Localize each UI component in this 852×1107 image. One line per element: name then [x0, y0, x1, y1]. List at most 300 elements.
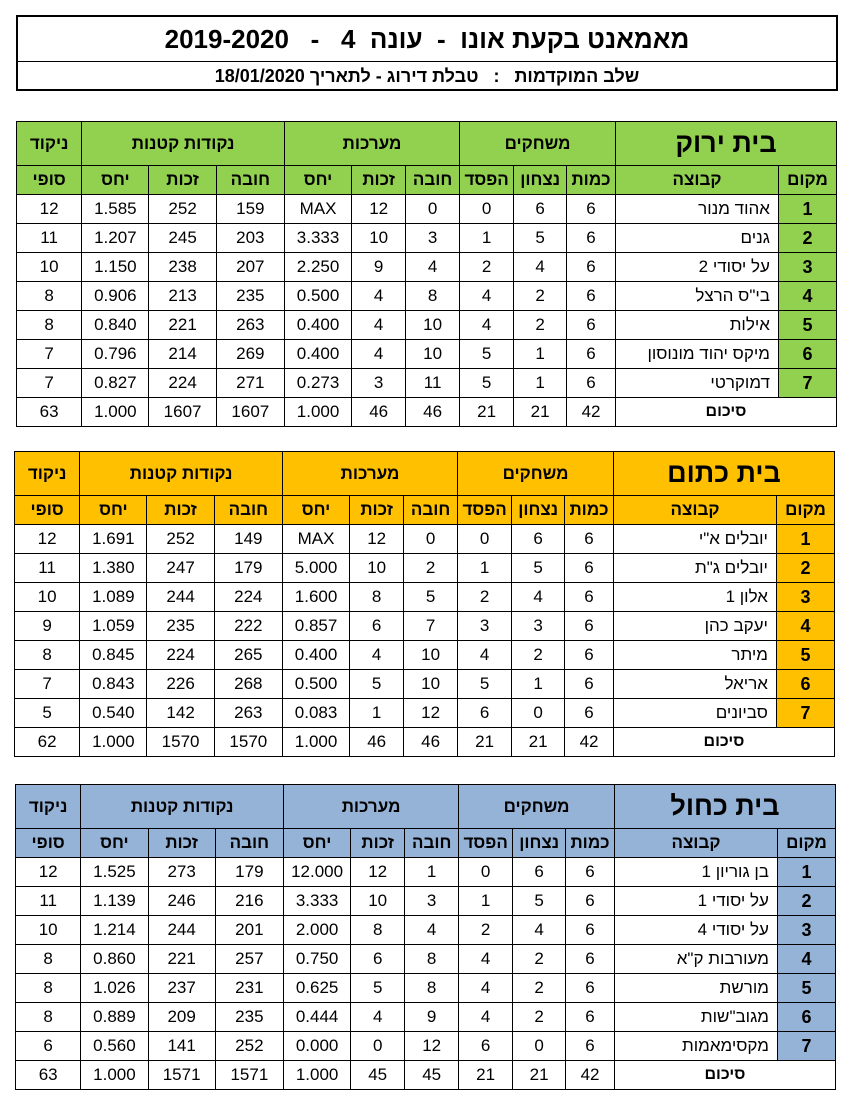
summary-won: 21	[513, 1061, 566, 1090]
cell-won: 2	[513, 1003, 566, 1032]
cell-pts-ratio: 0.796	[82, 340, 149, 369]
cell-pts-ratio: 0.540	[80, 699, 147, 728]
cell-pts-for: 235	[147, 612, 214, 641]
summary-lost: 21	[458, 728, 512, 757]
table-row	[15, 612, 835, 641]
cell-rank: 1	[777, 858, 835, 887]
group-table	[16, 121, 837, 427]
cell-played: 6	[566, 916, 615, 945]
cell-rank: 2	[778, 224, 836, 253]
cell-pts-ratio: 1.089	[80, 583, 147, 612]
cell-sets-ratio: 1.600	[282, 583, 349, 612]
cell-sets-against: 10	[404, 670, 458, 699]
cell-sets-for: 10	[351, 887, 405, 916]
cell-pts-for: 237	[148, 974, 215, 1003]
cell-lost: 0	[458, 525, 512, 554]
cell-won: 6	[512, 525, 565, 554]
cell-pts-for: 244	[147, 583, 214, 612]
cell-sets-against: 12	[404, 699, 458, 728]
summary-played: 42	[565, 728, 614, 757]
cell-sets-ratio: 0.750	[283, 945, 350, 974]
cell-team: על יסודי 4	[614, 916, 777, 945]
cell-sets-ratio: 0.000	[283, 1032, 350, 1061]
score-header: ניקוד	[16, 785, 81, 829]
cell-played: 6	[567, 282, 616, 311]
group-name: בית כתום	[613, 452, 834, 496]
points-for-header: זכות	[148, 829, 215, 858]
table-row	[16, 916, 836, 945]
table-row	[15, 699, 835, 728]
cell-won: 5	[513, 887, 566, 916]
cell-pts-ratio: 1.380	[80, 554, 147, 583]
cell-team: אריאל	[613, 670, 776, 699]
cell-pts-for: 252	[149, 195, 216, 224]
cell-pts-against: 201	[215, 916, 283, 945]
sets-for-header: זכות	[350, 496, 404, 525]
cell-sets-against: 12	[405, 1032, 459, 1061]
cell-score: 10	[15, 583, 80, 612]
cell-sets-for: 6	[350, 612, 404, 641]
cell-sets-for: 12	[352, 195, 406, 224]
cell-won: 4	[514, 253, 567, 282]
cell-played: 6	[567, 253, 616, 282]
summary-row	[15, 728, 835, 757]
summary-sets-against: 45	[405, 1061, 459, 1090]
cell-pts-for: 209	[148, 1003, 215, 1032]
cell-sets-ratio: 0.625	[283, 974, 350, 1003]
cell-sets-for: 3	[352, 369, 406, 398]
cell-played: 6	[565, 612, 614, 641]
cell-pts-for: 273	[148, 858, 215, 887]
group-name: בית כחול	[614, 785, 835, 829]
score-header: ניקוד	[17, 122, 82, 166]
cell-won: 2	[514, 282, 567, 311]
cell-played: 6	[567, 369, 616, 398]
cell-sets-against: 10	[404, 641, 458, 670]
cell-sets-for: 4	[352, 282, 406, 311]
cell-pts-ratio: 1.059	[80, 612, 147, 641]
cell-pts-ratio: 0.906	[82, 282, 149, 311]
cell-pts-against: 252	[215, 1032, 283, 1061]
cell-sets-against: 10	[406, 311, 460, 340]
summary-row	[16, 1061, 836, 1090]
table-row	[17, 369, 837, 398]
cell-lost: 3	[458, 612, 512, 641]
cell-rank: 4	[776, 612, 834, 641]
cell-score: 12	[15, 525, 80, 554]
cell-won: 5	[514, 224, 567, 253]
cell-pts-ratio: 1.525	[81, 858, 148, 887]
cell-lost: 0	[460, 195, 514, 224]
cell-score: 8	[16, 974, 81, 1003]
sets-for-header: זכות	[351, 829, 405, 858]
summary-pts-ratio: 1.000	[80, 728, 147, 757]
cell-team: יעקב כהן	[613, 612, 776, 641]
summary-won: 21	[514, 398, 567, 427]
cell-played: 6	[565, 583, 614, 612]
cell-sets-for: 9	[352, 253, 406, 282]
cell-lost: 2	[460, 253, 514, 282]
played-header: כמות	[567, 166, 616, 195]
cell-lost: 2	[458, 583, 512, 612]
cell-team: אלון 1	[613, 583, 776, 612]
lost-header: הפסד	[460, 166, 514, 195]
cell-pts-for: 142	[147, 699, 214, 728]
summary-score: 63	[17, 398, 82, 427]
points-for-header: זכות	[147, 496, 214, 525]
cell-team: על יסודי 1	[614, 887, 777, 916]
cell-team: מיתר	[613, 641, 776, 670]
cell-sets-for: 5	[351, 974, 405, 1003]
cell-rank: 4	[777, 945, 835, 974]
points-ratio-header: יחס	[81, 829, 148, 858]
cell-team: מיקס יהוד מונוסון	[615, 340, 778, 369]
cell-lost: 0	[459, 858, 513, 887]
group-table	[15, 784, 836, 1090]
cell-sets-for: 10	[352, 224, 406, 253]
cell-lost: 5	[460, 369, 514, 398]
cell-team: יובלים ג"ת	[613, 554, 776, 583]
cell-sets-against: 3	[405, 887, 459, 916]
cell-pts-for: 244	[148, 916, 215, 945]
cell-team: מקסימאמות	[614, 1032, 777, 1061]
cell-played: 6	[565, 525, 614, 554]
cell-pts-against: 149	[214, 525, 282, 554]
cell-lost: 4	[459, 1003, 513, 1032]
cell-pts-ratio: 0.843	[80, 670, 147, 699]
summary-sets-against: 46	[404, 728, 458, 757]
summary-sets-for: 45	[351, 1061, 405, 1090]
cell-sets-ratio: 12.000	[283, 858, 350, 887]
summary-pts-against: 1570	[214, 728, 282, 757]
cell-pts-ratio: 1.150	[82, 253, 149, 282]
cell-sets-ratio: 2.250	[284, 253, 351, 282]
cell-pts-for: 247	[147, 554, 214, 583]
cell-team: בי"ס הרצל	[615, 282, 778, 311]
cell-rank: 5	[778, 311, 836, 340]
points-header: נקודות קטנות	[82, 122, 285, 166]
points-header: נקודות קטנות	[81, 785, 284, 829]
summary-sets-ratio: 1.000	[284, 398, 351, 427]
group-table	[14, 451, 835, 757]
cell-pts-ratio: 1.214	[81, 916, 148, 945]
cell-sets-against: 8	[406, 282, 460, 311]
cell-won: 1	[514, 340, 567, 369]
rank-header: מקום	[777, 829, 835, 858]
table-row	[16, 974, 836, 1003]
cell-lost: 1	[460, 224, 514, 253]
table-row	[17, 311, 837, 340]
cell-lost: 4	[460, 282, 514, 311]
cell-won: 3	[512, 612, 565, 641]
table-row	[15, 583, 835, 612]
cell-rank: 1	[778, 195, 836, 224]
cell-lost: 4	[458, 641, 512, 670]
cell-pts-ratio: 1.691	[80, 525, 147, 554]
summary-sets-for: 46	[352, 398, 406, 427]
cell-played: 6	[566, 887, 615, 916]
sets-ratio-header: יחס	[282, 496, 349, 525]
lost-header: הפסד	[458, 496, 512, 525]
page-header	[16, 15, 838, 91]
points-for-header: זכות	[149, 166, 216, 195]
table-row	[16, 1003, 836, 1032]
cell-sets-against: 10	[406, 340, 460, 369]
cell-won: 4	[513, 916, 566, 945]
sets-header: מערכות	[284, 122, 459, 166]
cell-lost: 2	[459, 916, 513, 945]
summary-sets-ratio: 1.000	[282, 728, 349, 757]
cell-played: 6	[565, 554, 614, 583]
cell-pts-against: 268	[214, 670, 282, 699]
cell-played: 6	[565, 670, 614, 699]
summary-lost: 21	[459, 1061, 513, 1090]
cell-pts-for: 245	[149, 224, 216, 253]
summary-lost: 21	[460, 398, 514, 427]
cell-sets-ratio: 0.400	[284, 340, 351, 369]
team-header: קבוצה	[613, 496, 776, 525]
cell-sets-for: 4	[350, 641, 404, 670]
cell-won: 2	[513, 945, 566, 974]
page-subtitle: שלב המוקדמות : טבלת דירוג - לתאריך 18/01/2020	[214, 66, 640, 86]
cell-sets-against: 2	[404, 554, 458, 583]
cell-score: 8	[15, 641, 80, 670]
table-row	[15, 641, 835, 670]
cell-won: 2	[514, 311, 567, 340]
sets-header: מערכות	[283, 785, 458, 829]
cell-rank: 6	[777, 1003, 835, 1032]
cell-pts-against: 235	[215, 1003, 283, 1032]
cell-pts-for: 246	[148, 887, 215, 916]
cell-pts-ratio: 1.139	[81, 887, 148, 916]
cell-pts-for: 214	[149, 340, 216, 369]
cell-won: 0	[513, 1032, 566, 1061]
cell-team: גנים	[615, 224, 778, 253]
points-ratio-header: יחס	[80, 496, 147, 525]
cell-team: אהוד מנור	[615, 195, 778, 224]
cell-sets-ratio: MAX	[282, 525, 349, 554]
points-against-header: חובה	[216, 166, 284, 195]
points-against-header: חובה	[215, 829, 283, 858]
cell-score: 10	[16, 916, 81, 945]
cell-pts-for: 141	[148, 1032, 215, 1061]
cell-rank: 7	[778, 369, 836, 398]
cell-pts-against: 207	[216, 253, 284, 282]
cell-rank: 2	[776, 554, 834, 583]
cell-pts-for: 224	[147, 641, 214, 670]
sets-ratio-header: יחס	[283, 829, 350, 858]
cell-rank: 5	[776, 641, 834, 670]
points-against-header: חובה	[214, 496, 282, 525]
score-header: ניקוד	[15, 452, 80, 496]
table-row	[15, 554, 835, 583]
cell-score: 11	[15, 554, 80, 583]
summary-played: 42	[567, 398, 616, 427]
cell-sets-against: 0	[404, 525, 458, 554]
table-row	[17, 282, 837, 311]
cell-sets-ratio: 5.000	[282, 554, 349, 583]
summary-pts-for: 1571	[148, 1061, 215, 1090]
summary-sets-against: 46	[406, 398, 460, 427]
cell-pts-for: 238	[149, 253, 216, 282]
summary-score: 63	[16, 1061, 81, 1090]
cell-team: סביונים	[613, 699, 776, 728]
cell-rank: 4	[778, 282, 836, 311]
table-row	[17, 253, 837, 282]
cell-lost: 5	[460, 340, 514, 369]
cell-sets-ratio: 0.400	[284, 311, 351, 340]
cell-won: 2	[513, 974, 566, 1003]
cell-played: 6	[565, 641, 614, 670]
cell-team: יובלים א"י	[613, 525, 776, 554]
cell-sets-for: 1	[350, 699, 404, 728]
cell-score: 11	[17, 224, 82, 253]
cell-sets-against: 1	[405, 858, 459, 887]
summary-label: סיכום	[615, 398, 836, 427]
cell-pts-ratio: 0.845	[80, 641, 147, 670]
cell-sets-against: 8	[405, 974, 459, 1003]
group-name: בית ירוק	[615, 122, 836, 166]
cell-played: 6	[566, 858, 615, 887]
cell-sets-against: 0	[406, 195, 460, 224]
cell-lost: 6	[459, 1032, 513, 1061]
cell-pts-against: 203	[216, 224, 284, 253]
cell-score: 10	[17, 253, 82, 282]
cell-lost: 4	[459, 974, 513, 1003]
summary-sets-ratio: 1.000	[283, 1061, 350, 1090]
sets-against-header: חובה	[404, 496, 458, 525]
cell-score: 6	[16, 1032, 81, 1061]
cell-team: על יסודי 2	[615, 253, 778, 282]
table-row	[16, 887, 836, 916]
cell-rank: 5	[777, 974, 835, 1003]
cell-pts-against: 222	[214, 612, 282, 641]
score-header-bottom: סופי	[15, 496, 80, 525]
rank-header: מקום	[776, 496, 834, 525]
cell-sets-ratio: 0.500	[284, 282, 351, 311]
cell-sets-against: 8	[405, 945, 459, 974]
cell-sets-ratio: 0.273	[284, 369, 351, 398]
cell-pts-against: 263	[214, 699, 282, 728]
sets-against-header: חובה	[405, 829, 459, 858]
cell-sets-for: 8	[350, 583, 404, 612]
cell-score: 7	[17, 369, 82, 398]
cell-played: 6	[566, 1003, 615, 1032]
cell-sets-for: 4	[351, 1003, 405, 1032]
cell-won: 2	[512, 641, 565, 670]
score-header-bottom: סופי	[17, 166, 82, 195]
cell-sets-for: 12	[351, 858, 405, 887]
cell-lost: 1	[458, 554, 512, 583]
cell-team: בן גוריון 1	[614, 858, 777, 887]
cell-rank: 7	[777, 1032, 835, 1061]
cell-pts-for: 221	[148, 945, 215, 974]
played-header: כמות	[565, 496, 614, 525]
cell-pts-against: 263	[216, 311, 284, 340]
cell-played: 6	[567, 224, 616, 253]
won-header: נצחון	[512, 496, 565, 525]
table-row	[15, 670, 835, 699]
sets-against-header: חובה	[406, 166, 460, 195]
summary-sets-for: 46	[350, 728, 404, 757]
cell-rank: 6	[776, 670, 834, 699]
cell-sets-ratio: 3.333	[284, 224, 351, 253]
table-row	[15, 525, 835, 554]
cell-pts-ratio: 1.585	[82, 195, 149, 224]
sets-header: מערכות	[282, 452, 457, 496]
games-header: משחקים	[459, 785, 615, 829]
summary-pts-against: 1607	[216, 398, 284, 427]
cell-sets-ratio: MAX	[284, 195, 351, 224]
cell-pts-ratio: 1.207	[82, 224, 149, 253]
cell-pts-against: 235	[216, 282, 284, 311]
cell-played: 6	[566, 945, 615, 974]
cell-won: 4	[512, 583, 565, 612]
summary-played: 42	[566, 1061, 615, 1090]
cell-sets-ratio: 3.333	[283, 887, 350, 916]
cell-pts-against: 271	[216, 369, 284, 398]
cell-score: 8	[17, 282, 82, 311]
cell-pts-for: 213	[149, 282, 216, 311]
table-row	[16, 945, 836, 974]
cell-pts-ratio: 0.860	[81, 945, 148, 974]
rank-header: מקום	[778, 166, 836, 195]
score-header-bottom: סופי	[16, 829, 81, 858]
cell-pts-for: 226	[147, 670, 214, 699]
cell-pts-against: 231	[215, 974, 283, 1003]
cell-pts-for: 221	[149, 311, 216, 340]
cell-rank: 3	[777, 916, 835, 945]
cell-score: 9	[15, 612, 80, 641]
cell-sets-for: 6	[351, 945, 405, 974]
cell-sets-for: 4	[352, 311, 406, 340]
cell-sets-against: 9	[405, 1003, 459, 1032]
table-row	[17, 224, 837, 253]
cell-pts-ratio: 0.889	[81, 1003, 148, 1032]
cell-score: 7	[15, 670, 80, 699]
cell-sets-for: 5	[350, 670, 404, 699]
summary-pts-for: 1570	[147, 728, 214, 757]
cell-rank: 2	[777, 887, 835, 916]
cell-played: 6	[566, 974, 615, 1003]
sets-for-header: זכות	[352, 166, 406, 195]
summary-won: 21	[512, 728, 565, 757]
cell-score: 8	[16, 945, 81, 974]
cell-pts-against: 265	[214, 641, 282, 670]
cell-pts-ratio: 0.840	[82, 311, 149, 340]
summary-label: סיכום	[614, 1061, 835, 1090]
cell-sets-ratio: 0.400	[282, 641, 349, 670]
cell-team: דמוקרטי	[615, 369, 778, 398]
cell-rank: 3	[776, 583, 834, 612]
cell-pts-ratio: 0.560	[81, 1032, 148, 1061]
summary-pts-ratio: 1.000	[82, 398, 149, 427]
cell-lost: 5	[458, 670, 512, 699]
table-row	[16, 858, 836, 887]
cell-sets-for: 4	[352, 340, 406, 369]
cell-sets-against: 7	[404, 612, 458, 641]
won-header: נצחון	[513, 829, 566, 858]
cell-sets-ratio: 0.500	[282, 670, 349, 699]
cell-won: 6	[513, 858, 566, 887]
cell-sets-against: 4	[406, 253, 460, 282]
cell-lost: 4	[460, 311, 514, 340]
points-header: נקודות קטנות	[80, 452, 283, 496]
cell-sets-for: 10	[350, 554, 404, 583]
cell-pts-ratio: 1.026	[81, 974, 148, 1003]
cell-sets-for: 12	[350, 525, 404, 554]
games-header: משחקים	[458, 452, 614, 496]
